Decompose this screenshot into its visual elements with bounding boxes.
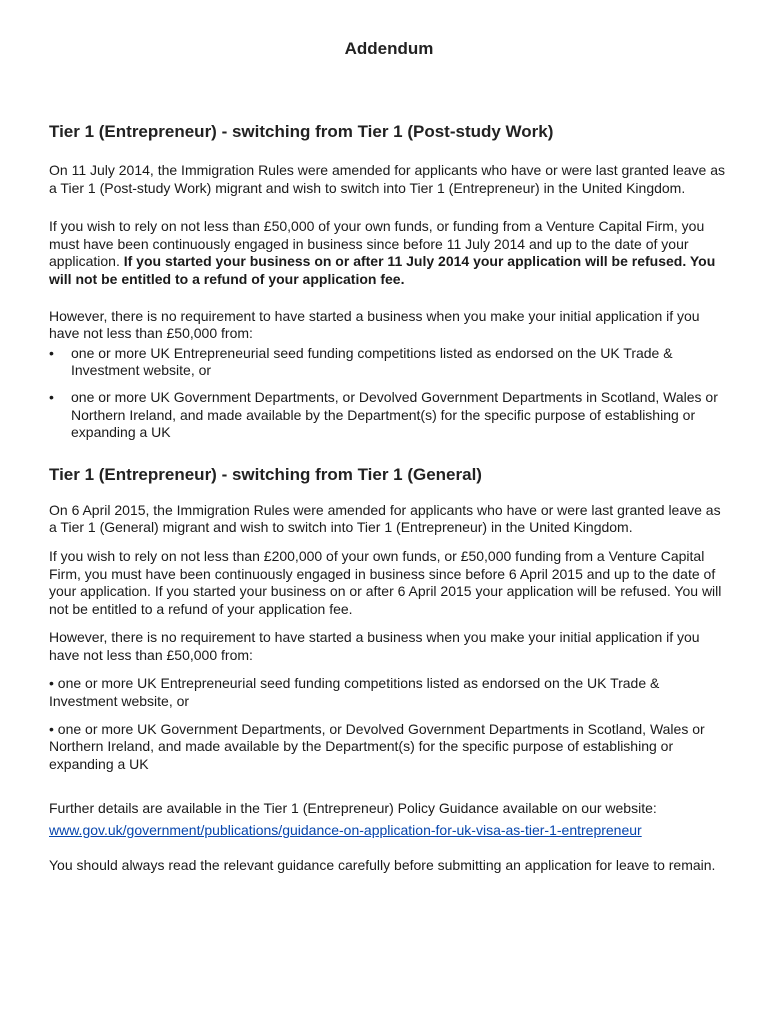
section2-bullet-government: • one or more UK Government Departments, or Devolved Government Departments in Scotland, Wales or Northern Ireland, and made available by the Department(s) for the specific purpose of establishing or expanding a UK xyxy=(49,720,705,772)
list-item-text: one or more UK Government Departments, or Devolved Government Departments in Scotland, Wales or Northern Ireland, and made available by the Department(s) for the specific purpose of establishing or expanding a UK xyxy=(71,388,718,441)
section-heading-post-study-work: Tier 1 (Entrepreneur) - switching from Tier 1 (Post-study Work) xyxy=(49,122,554,141)
section1-funding-text: If you wish to rely on not less than £50,000 of your own funds, or funding from a Venture Capital Firm, you must have been continuously engaged in business since before 11 July 2014 and up to the date of your application. xyxy=(49,218,705,270)
list-item xyxy=(49,345,729,380)
section2-bullet-seed-funding: • one or more UK Entrepreneurial seed funding competitions listed as endorsed on the UK Trade & Investment website, or xyxy=(49,675,660,710)
section1-refusal-warning: If you started your business on or after 11 July 2014 your application will be refused. You will not be entitled to a refund of your application fee. xyxy=(49,253,716,287)
section2-exception-paragraph: However, there is no requirement to have started a business when you make your initial application if you have not less than £50,000 from: xyxy=(49,629,700,663)
list-item xyxy=(49,389,729,442)
guidance-link[interactable]: www.gov.uk/government/publications/guidance-on-application-for-uk-visa-as-tier-1-entrepreneur xyxy=(49,822,642,839)
section1-bullet-list xyxy=(49,345,729,442)
document-title: Addendum xyxy=(344,39,434,58)
section1-intro-paragraph: On 11 July 2014, the Immigration Rules were amended for applicants who have or were last granted leave as a Tier 1 (Post-study Work) migrant and wish to switch into Tier 1 (Entrepreneur) in the United Kingdom. xyxy=(49,162,725,196)
section1-exception-paragraph: However, there is no requirement to have started a business when you make your initial application if you have not less than £50,000 from: xyxy=(49,307,700,342)
read-guidance-text: You should always read the relevant guidance carefully before submitting an application for leave to remain. xyxy=(49,856,716,873)
section2-funding-paragraph: If you wish to rely on not less than £200,000 of your own funds, or £50,000 funding from a Venture Capital Firm, you must have been continuously engaged in business since before 6 April 2015 and up to the date of your application. If you started your business on or after 6 April 2015 your application will be refused. You will not be entitled to a refund of your application fee. xyxy=(49,547,722,617)
bullet-icon: • xyxy=(49,388,54,405)
section1-funding-paragraph xyxy=(49,218,729,288)
further-details-text: Further details are available in the Tier 1 (Entrepreneur) Policy Guidance available on our website: xyxy=(49,800,657,817)
list-item-text: one or more UK Entrepreneurial seed funding competitions listed as endorsed on the UK Trade & Investment website, or xyxy=(71,344,673,379)
section-heading-general: Tier 1 (Entrepreneur) - switching from Tier 1 (General) xyxy=(49,464,482,484)
guidance-link-line xyxy=(49,822,729,840)
document-page xyxy=(49,38,729,874)
bullet-icon: • xyxy=(49,344,54,361)
section2-intro-paragraph: On 6 April 2015, the Immigration Rules were amended for applicants who have or were last granted leave as a Tier 1 (General) migrant and wish to switch into Tier 1 (Entrepreneur) in the United Kingdom. xyxy=(49,501,721,536)
